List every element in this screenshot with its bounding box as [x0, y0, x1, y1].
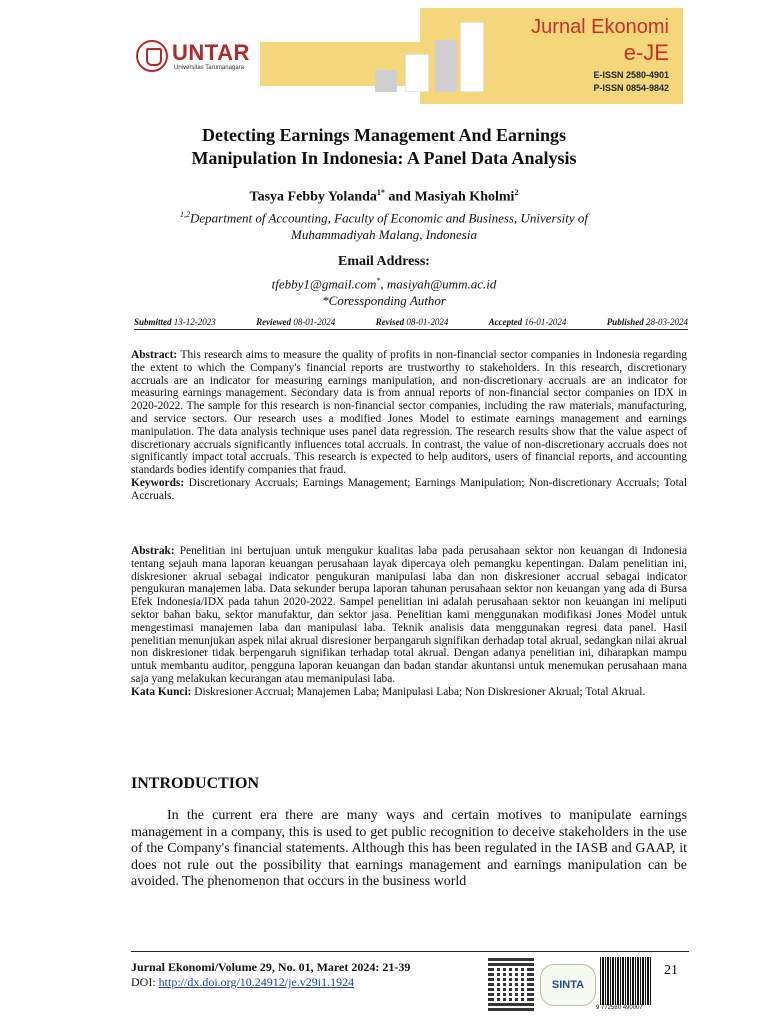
- eissn: E-ISSN 2580-4901: [593, 70, 669, 80]
- date-entry: [607, 317, 688, 327]
- date-value: 08-01-2024: [293, 317, 336, 327]
- email-block: [100, 272, 668, 309]
- journal-short-name: e-JE: [623, 40, 669, 65]
- date-entry: [134, 317, 216, 327]
- affiliation: [140, 206, 628, 243]
- university-logo-subtext: Universitas Tarumanagara: [174, 65, 244, 71]
- email-mark: *: [376, 276, 381, 285]
- date-entry: [256, 317, 335, 327]
- affiliation-line: Department of Accounting, Faculty of Economic and Business, University of: [190, 210, 588, 226]
- affiliation-line: Muhammadiyah Malang, Indonesia: [291, 227, 477, 243]
- date-label: Submitted: [134, 317, 172, 327]
- email-address: tfebby1@gmail.com: [271, 276, 377, 292]
- date-value: 16-01-2024: [524, 317, 567, 327]
- abstract-label: Abstract:: [131, 349, 178, 361]
- footer-journal-reference: Jurnal Ekonomi/Volume 29, No. 01, Maret 2024: 21-39: [131, 960, 411, 974]
- date-value: 28-03-2024: [645, 317, 688, 327]
- introduction-paragraph: In the current era there are many ways and certain motives to manipulate earnings management in a company, this is used to get public recognition to deceive stakeholders in the use of the Company's financial statements. Although this has been regulated in the IASB and GAAP, it does not rule out the possibility that earnings management and earnings manipulation can be avoided. The phenomenon that occurs in the business world: [131, 808, 687, 889]
- date-value: 08-01-2024: [406, 317, 449, 327]
- page-number: 21: [664, 963, 678, 978]
- banner-bar-icon: [375, 70, 397, 92]
- qr-code-icon: [488, 957, 534, 1011]
- university-seal-icon: [136, 40, 168, 72]
- date-label: Accepted: [488, 317, 523, 327]
- author-name: Tasya Febby Yolanda: [249, 189, 377, 205]
- footer-doi: [131, 975, 354, 990]
- paper-title-line: Detecting Earnings Management And Earnings: [201, 125, 567, 145]
- date-entry: [489, 317, 567, 327]
- abstract-indonesian: [131, 545, 687, 699]
- abstrak-label: Abstrak:: [131, 545, 175, 557]
- author-superscript: 1*: [376, 188, 385, 197]
- banner-bar-icon: [405, 54, 429, 92]
- journal-name: Jurnal Ekonomi: [531, 16, 669, 38]
- date-entry: [376, 317, 449, 327]
- submission-dates: [134, 317, 688, 330]
- keywords-text: Discretionary Accruals; Earnings Management; Earnings Manipulation; Non-discretionary Accruals; Total Accruals.: [131, 476, 687, 502]
- author-superscript: 2: [514, 188, 519, 197]
- banner-bar-icon: [435, 40, 457, 92]
- sinta-badge: SINTA: [540, 964, 596, 1006]
- corresponding-author-note: *Coressponding Author: [322, 293, 446, 309]
- date-label: Revised: [375, 317, 405, 327]
- paper-title: [100, 124, 668, 170]
- date-label: Published: [606, 317, 644, 327]
- email-heading: Email Address:: [338, 254, 430, 269]
- abstrak-text: Penelitian ini bertujuan untuk mengukur kualitas laba pada perusahaan sektor non keuangan di Indonesia tentang sejauh mana laporan keuangan perusahaan layak dipercaya oleh pemangku kepentingan. Dalam penelitian ini, diskresioner akrual sebagai indicator pengukuran manipulasi laba dan non diskresioner accrual sebagai indicator pengukuran manajemen laba. Data sekunder berupa laporan tahunan perusahaan sektor non keuangan yang ada di Bursa Efek Indonesia/IDX pada tahun 2020-2022. Sampel penelitian ini adalah perusahaan sektor non keuangan ini meliputi sektor bahan baku, sektor manufaktur, dan sektor jasa. Penelitian kami menggunakan modifikasi Jones Model untuk mengestimasi manajemen laba dan manipulasi laba. Teknik analisis data menggunakan regresi data panel. Hasil penelitian menunjukan aspek nilai akrual disresioner berpangaruh signifikan derhadap total akrual, sedangkan nilai akrual non diskresioner tidak berpengaruh signifikan terhadap total akrual. Dengan adanya penelitian ini, diharapkan mampu untuk membantu auditor, pengguna laporan keuangan dan badan standar akuntansi untuk menemukan perusahaan mana saja yang melakukan kecurangan atau memanipulasi laba.: [131, 545, 687, 685]
- email-separator: ,: [380, 276, 387, 292]
- pissn: P-ISSN 0854-9842: [593, 83, 669, 93]
- author-name: Masiyah Kholmi: [414, 189, 515, 205]
- barcode-icon: [600, 957, 652, 1005]
- abstract-text: This research aims to measure the quality of profits in non-financial sector companies in Indonesia regarding the extent to which the Company's financial reports are trustworthy to stakeholders. In this research, discretionary accruals are an indicator for measuring earnings manipulation, and non-discretionary accruals are an indicator for measuring earnings management. Secondary data is from annual reports of non-financial sector companies on IDX in 2020-2022. The sample for this research is non-financial sector companies, including the raw materials, manufacturing, and service sectors. Our research uses a modified Jones Model to estimate earnings management and earnings manipulation. The data analysis technique uses panel data regression. The research results show that the value aspect of discretionary accruals significantly influences total accruals. In contrast, the value of non-discretionary accruals does not significantly impact total accruals. This research is expected to help auditors, users of financial reports, and accounting standards bodies identify companies that fraud.: [131, 349, 687, 477]
- affiliation-superscript: 1,2: [180, 210, 190, 219]
- section-heading-introduction: INTRODUCTION: [131, 775, 260, 792]
- keywords-label: Keywords:: [131, 476, 185, 489]
- kata-kunci-label: Kata Kunci:: [131, 685, 192, 698]
- email-address: masiyah@umm.ac.id: [386, 276, 497, 292]
- kata-kunci-text: Diskresioner Accrual; Manajemen Laba; Manipulasi Laba; Non Diskresioner Akrual; Total Akrual.: [191, 685, 646, 698]
- abstract-english: [131, 349, 687, 503]
- university-logo-text: UNTAR: [172, 40, 250, 65]
- date-value: 13-12-2023: [173, 317, 216, 327]
- doi-label: DOI:: [131, 975, 159, 989]
- banner-bar-icon: [460, 22, 484, 92]
- paper-title-line: Manipulation In Indonesia: A Panel Data Analysis: [191, 148, 577, 168]
- author-conjunction: and: [384, 189, 415, 205]
- date-label: Reviewed: [256, 317, 292, 327]
- doi-link[interactable]: http://dx.doi.org/10.24912/je.v29i1.1924: [158, 975, 355, 989]
- journal-header-banner: [130, 8, 683, 104]
- footer-divider: [131, 951, 689, 952]
- author-line: [100, 188, 668, 206]
- barcode-number: 9 772580 490007: [596, 1005, 643, 1011]
